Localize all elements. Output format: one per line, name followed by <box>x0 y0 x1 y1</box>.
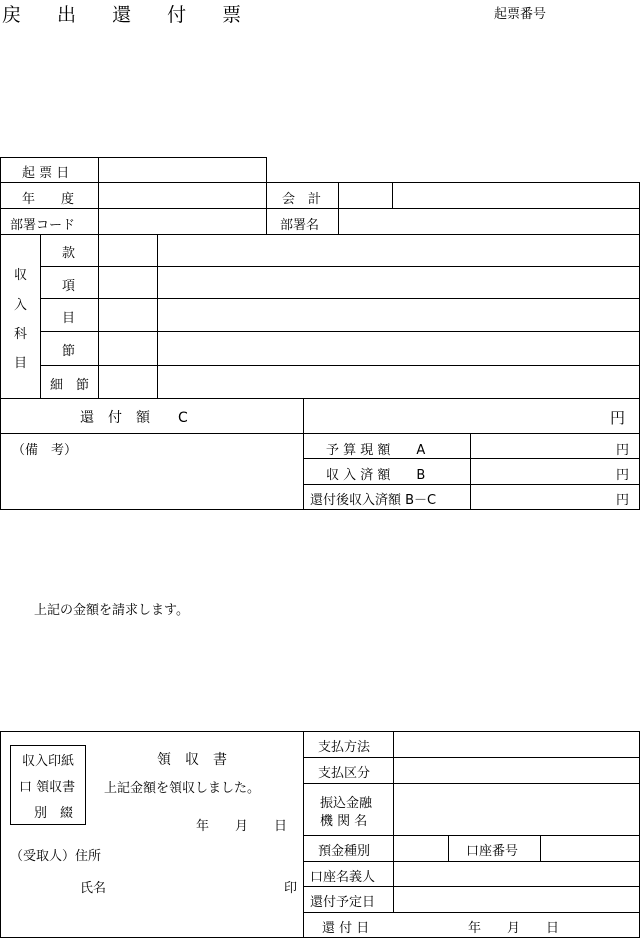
account-label: 会 計 <box>282 192 322 207</box>
refund-date-label: 還 付 日 <box>322 921 370 936</box>
budget-current-yen: 円 <box>616 443 630 458</box>
receipt-date: 年 月 日 <box>196 819 288 834</box>
receipt-text: 上記金額を領収しました。 <box>104 781 261 796</box>
item-saisetsu: 細 節 <box>50 378 90 393</box>
dept-code-label: 部署コード <box>10 218 76 233</box>
dept-name-label: 部署名 <box>280 218 320 233</box>
remarks-label: （備 考） <box>12 443 78 458</box>
refund-amount-yen: 円 <box>610 409 626 427</box>
voucher-number-label: 起票番号 <box>494 7 547 22</box>
stamp-line-3: 別 綴 <box>34 806 74 821</box>
seal-label: 印 <box>284 881 298 896</box>
bank-label-1: 振込金融 <box>320 796 373 811</box>
request-text: 上記の金額を請求します。 <box>34 603 189 618</box>
budget-current-label: 予 算 現 額 A <box>326 443 426 458</box>
refund-amount-label: 還 付 額 C <box>80 410 188 426</box>
item-moku: 目 <box>62 311 76 326</box>
revenue-label-char: 目 <box>14 356 28 371</box>
payment-method-label: 支払方法 <box>318 740 371 755</box>
item-kou: 項 <box>62 279 76 294</box>
fiscal-year-label: 年 度 <box>22 192 75 207</box>
receipt-title: 領 収 書 <box>157 752 227 768</box>
stamp-line-1: 収入印紙 <box>22 754 75 769</box>
document-title: 戻 出 還 付 票 <box>2 4 257 26</box>
item-kan: 款 <box>62 246 76 261</box>
revenue-label-char: 入 <box>14 298 28 313</box>
recipient-name-label: 氏名 <box>80 881 107 896</box>
deposit-type-label: 預金種別 <box>318 844 371 859</box>
after-refund-label: 還付後収入済額 B－C <box>310 493 437 508</box>
after-refund-yen: 円 <box>616 493 630 508</box>
account-holder-label: 口座名義人 <box>310 870 376 885</box>
account-number-label: 口座番号 <box>466 844 519 859</box>
item-setsu: 節 <box>62 344 76 359</box>
issue-date-label: 起 票 日 <box>22 166 70 181</box>
revenue-label-char: 科 <box>14 327 28 342</box>
stamp-line-2: 口 領収書 <box>19 780 76 795</box>
received-yen: 円 <box>616 468 630 483</box>
scheduled-date-label: 還付予定日 <box>310 895 376 910</box>
revenue-label-char: 収 <box>14 268 28 283</box>
bank-label-2: 機 関 名 <box>320 814 368 829</box>
received-label: 収 入 済 額 B <box>326 468 426 483</box>
recipient-address-label: （受取人）住所 <box>10 849 102 864</box>
payment-category-label: 支払区分 <box>318 766 371 781</box>
refund-date-value: 年 月 日 <box>468 921 560 936</box>
